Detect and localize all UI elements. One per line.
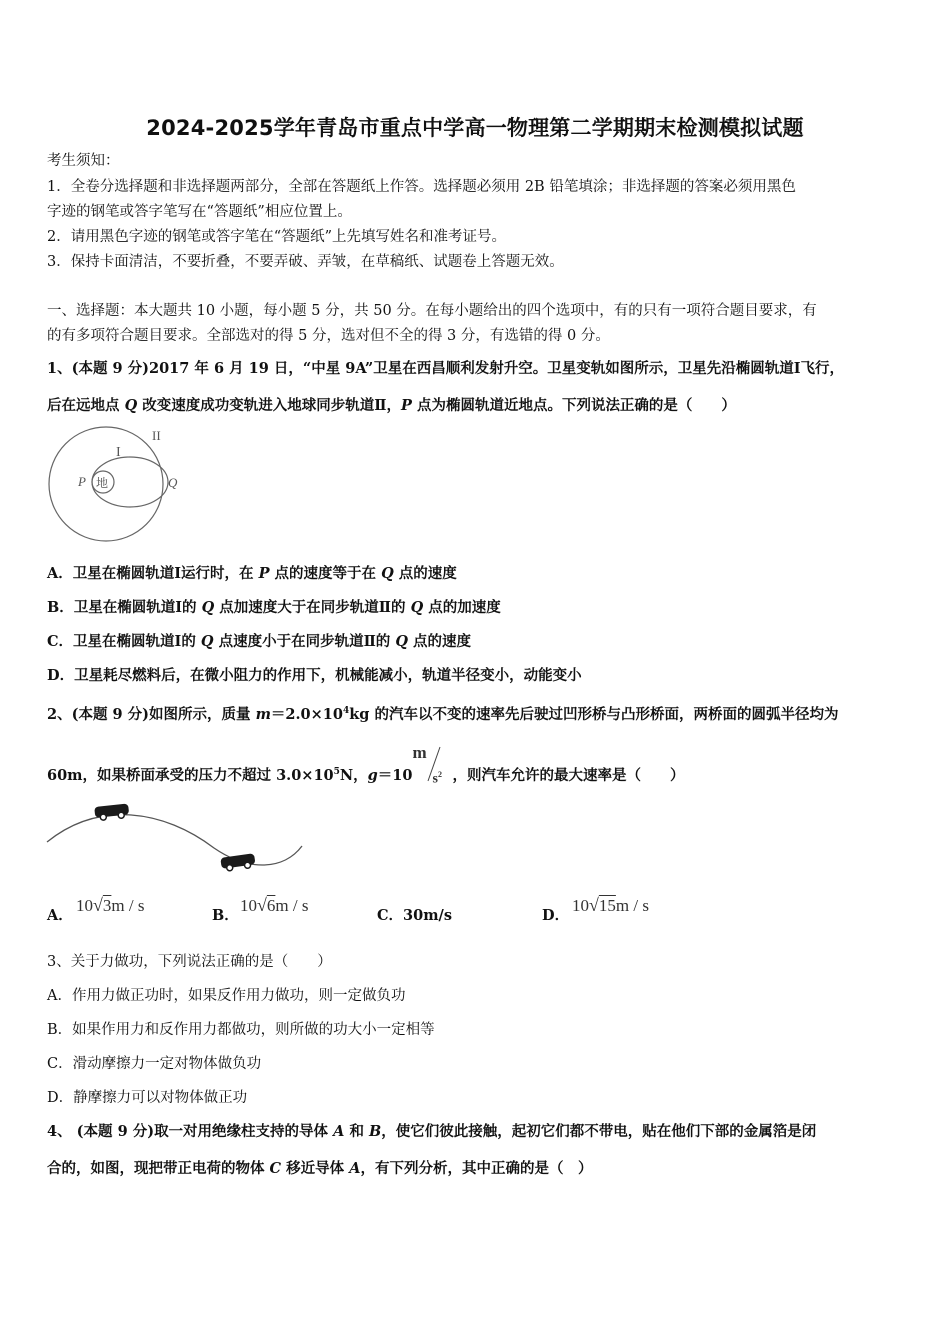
q1-number: 1、 — [47, 360, 72, 377]
point-label-Q: Q — [168, 475, 178, 490]
q2-option-a-value: 10√3m / s — [76, 895, 145, 915]
section-instructions-1: 一、选择题：本大题共 10 小题，每小题 5 分，共 50 分。在每小题给出的四个选项中，有的只有一项符合题目要求，有 — [47, 303, 817, 319]
q4-stem-line2: 合的，如图，现把带正电荷的物体 C 移近导体 A，有下列分析，其中正确的是（ ） — [47, 1160, 593, 1177]
q2-stem-line1: 2、(本题 9 分)如图所示，质量 $m=2.0\times 10^4kg$ 的汽车以不变的速率先后驶过凹形桥与凸形桥面，两桥面的圆弧半径均为 — [47, 705, 839, 723]
q1-option-d: D．卫星耗尽燃料后，在微小阻力的作用下，机械能减小，轨道半径变小，动能变小 — [47, 667, 582, 684]
notice-item-1a: 1．全卷分选择题和非选择题两部分，全部在答题纸上作答。选择题必须用 2B 铅笔填涂；非选择题的答案必须用黑色 — [47, 179, 796, 195]
q2-option-d-value: 10√15m / s — [572, 895, 649, 915]
page-title: 2024-2025学年青岛市重点中学高一物理第二学期期末检测模拟试题 — [146, 116, 804, 140]
q2-option-d-label: D． — [542, 907, 570, 924]
notice-item-1b: 字迹的钢笔或答字笔写在“答题纸”相应位置上。 — [47, 204, 352, 220]
q2-option-b-label: B． — [212, 907, 239, 924]
q2-option-b-value: 10√6m / s — [240, 895, 309, 915]
car-top — [94, 803, 129, 820]
q2-option-c: C．30m/s — [377, 907, 453, 924]
q1-stem-line1 — [47, 359, 844, 379]
q3-option-c: C．滑动摩擦力一定对物体做负功 — [47, 1056, 262, 1072]
orbit-diagram — [44, 424, 194, 544]
section-instructions-2: 的有多项符合题目要求。全部选对的得 5 分，选对但不全的得 3 分，有选错的得 0 分。 — [47, 328, 610, 344]
q3-option-a: A．作用力做正功时，如果反作用力做功，则一定做负功 — [47, 988, 406, 1004]
notice-heading: 考生须知： — [47, 153, 120, 169]
q4-stem-line1: 4、 (本题 9 分)取一对用绝缘柱支持的导体 A 和 B，使它们彼此接触，起初它们都不带电，贴在他们下部的金属箔是闭 — [47, 1123, 817, 1140]
q3-option-b: B．如果作用力和反作用力都做功，则所做的功大小一定相等 — [47, 1022, 435, 1038]
unit-m-per-s2: m $s^2$ — [412, 742, 442, 787]
q3-option-d: D．静摩擦力可以对物体做正功 — [47, 1090, 248, 1106]
q3-stem: 3、关于力做功，下列说法正确的是（ ） — [47, 954, 332, 970]
q1-stem-line2: 后在远地点 Q 改变速度成功变轨进入地球同步轨道Ⅱ，P 点为椭圆轨道近地点。下列说法正确的是（ ） — [47, 397, 736, 414]
q1-option-a: A．卫星在椭圆轨道Ⅰ运行时，在 P 点的速度等于在 Q 点的速度 — [47, 565, 457, 582]
orbit-label-II: II — [152, 428, 161, 443]
orbit-label-I: I — [116, 445, 121, 460]
q1-text: 2017 年 6 月 19 日，“中星 9A”卫星在西昌顺利发射升空。卫星变轨如图所示，卫星先沿椭圆轨道Ⅰ飞行， — [149, 360, 844, 377]
point-label-P: P — [78, 474, 86, 489]
notice-item-3: 3．保持卡面清洁，不要折叠，不要弄破、弄皱，在草稿纸、试题卷上答题无效。 — [47, 254, 564, 270]
bridge-diagram — [44, 800, 314, 880]
q1-option-b: B．卫星在椭圆轨道Ⅰ的 Q 点加速度大于在同步轨道Ⅱ的 Q 点的加速度 — [47, 599, 501, 616]
q2-option-a-label: A． — [47, 907, 73, 924]
earth-label: 地 — [96, 476, 109, 490]
q1-tag: (本题 9 分) — [71, 360, 149, 377]
bridge-curve — [47, 815, 302, 865]
notice-item-2: 2．请用黑色字迹的钢笔或答字笔在“答题纸”上先填写姓名和准考证号。 — [47, 229, 507, 245]
car-bottom — [220, 853, 256, 872]
q1-option-c: C．卫星在椭圆轨道Ⅰ的 Q 点速度小于在同步轨道Ⅱ的 Q 点的速度 — [47, 633, 472, 650]
q2-stem-line2: 60m，如果桥面承受的压力不超过 $3.0\times 10^5N$，g＝10 m $s^2$ ，则汽车允许的最大速率是（ ） — [47, 742, 685, 787]
